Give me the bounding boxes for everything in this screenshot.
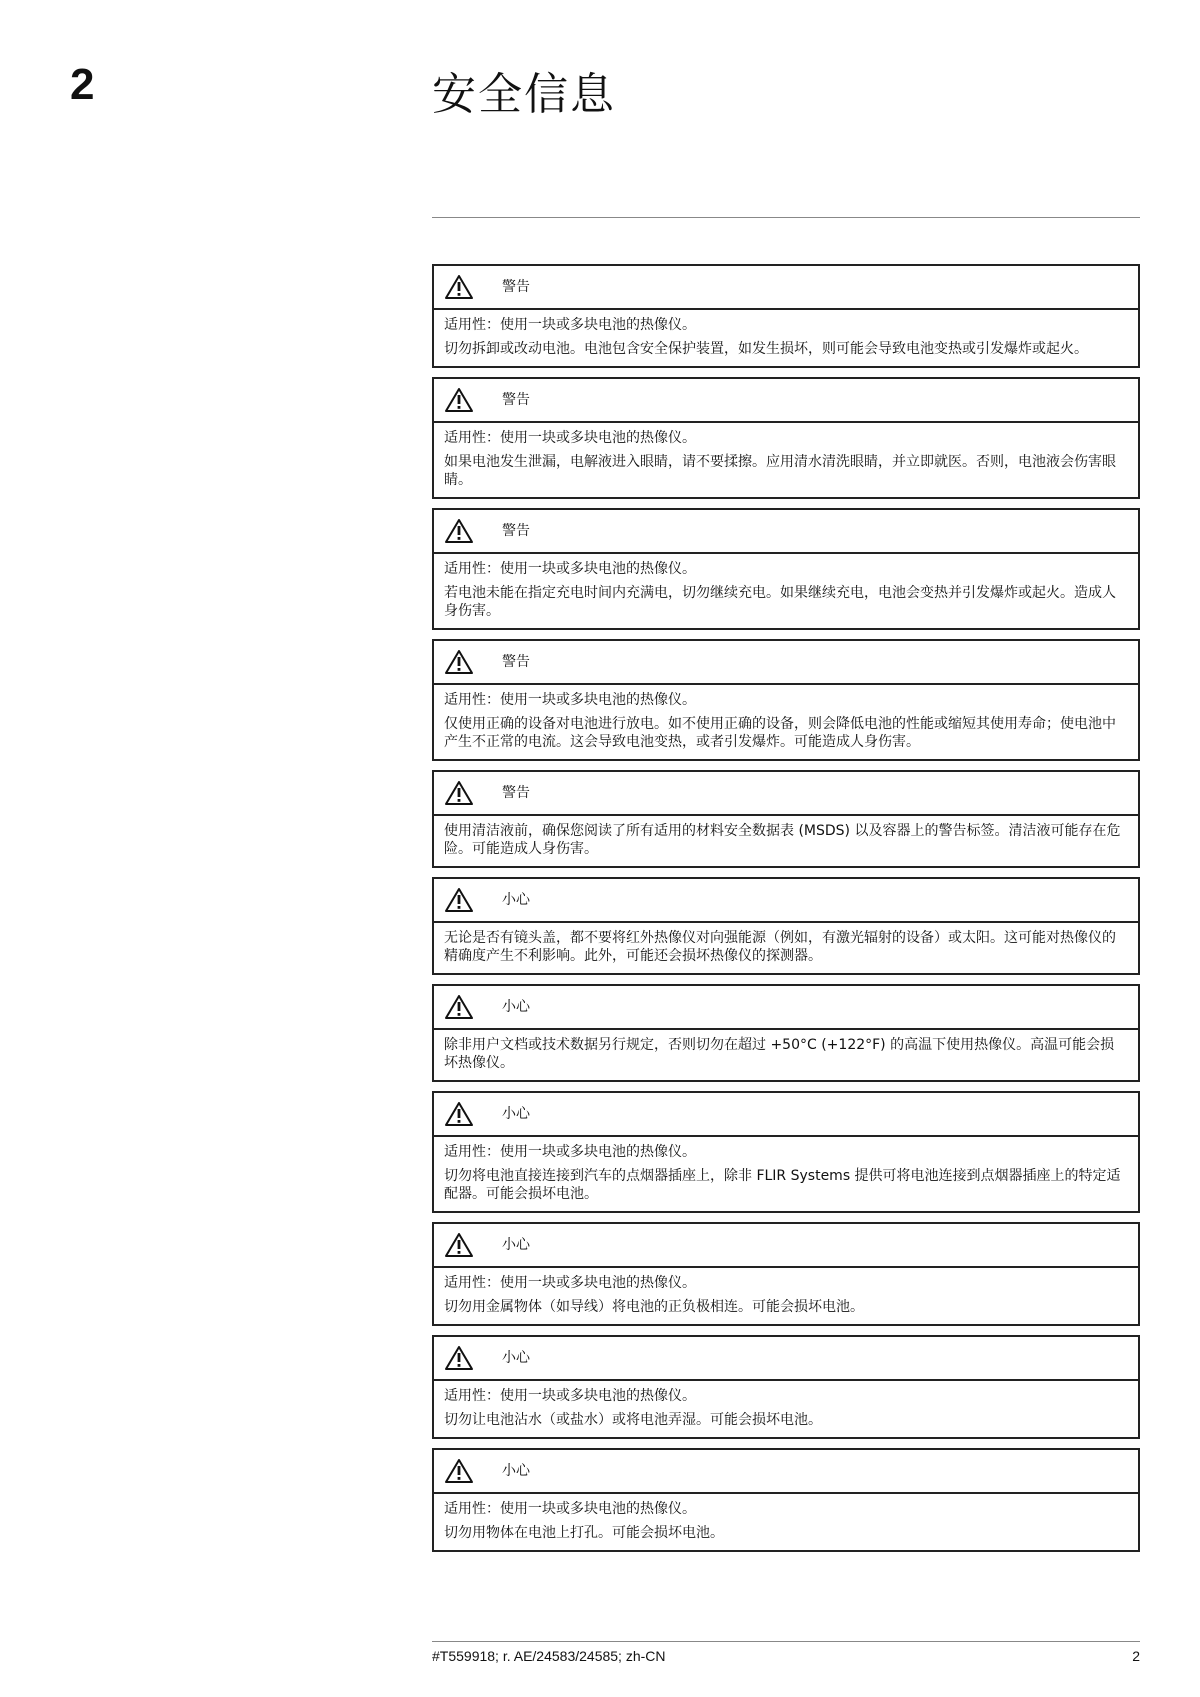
caution-notice [432,1335,1140,1439]
notice-applicability: 适用性：使用一块或多块电池的热像仪。 [444,430,696,446]
notice-text: 除非用户文档或技术数据另行规定，否则切勿在超过 +50°C (+122°F) 的高温下使用热像仪。高温可能会损坏热像仪。 [444,1037,1115,1071]
notice-applicability: 适用性：使用一块或多块电池的热像仪。 [444,692,696,708]
notice-text: 如果电池发生泄漏，电解液进入眼睛，请不要揉擦。应用清水清洗眼睛，并立即就医。否则，电池液会伤害眼睛。 [444,454,1116,488]
notice-label: 小心 [502,1106,530,1122]
caution-notice [432,984,1140,1082]
notice-label: 警告 [502,785,530,801]
notice-header [434,772,1138,816]
notice-body [434,1381,1138,1437]
warning-triangle-icon [444,649,474,675]
notice-header [434,266,1138,310]
notice-label: 小心 [502,1350,530,1366]
header-divider [432,217,1140,218]
notice-body [434,923,1138,973]
warning-triangle-icon [444,1101,474,1127]
notice-body [434,1494,1138,1550]
warning-notice [432,508,1140,630]
notice-applicability: 适用性：使用一块或多块电池的热像仪。 [444,1144,696,1160]
notice-text: 无论是否有镜头盖，都不要将红外热像仪对向强能源（例如，有激光辐射的设备）或太阳。这可能对热像仪的精确度产生不利影响。此外，可能还会损坏热像仪的探测器。 [444,930,1116,964]
notice-body [434,816,1138,866]
notice-text: 仅使用正确的设备对电池进行放电。如不使用正确的设备，则会降低电池的性能或缩短其使用寿命；使电池中产生不正常的电流。这会导致电池变热，或者引发爆炸。可能造成人身伤害。 [444,716,1116,750]
warning-notice [432,639,1140,761]
notice-label: 警告 [502,654,530,670]
chapter-number: 2 [70,60,95,109]
warning-triangle-icon [444,780,474,806]
notice-applicability: 适用性：使用一块或多块电池的热像仪。 [444,1388,696,1404]
footer-divider [432,1641,1140,1642]
caution-notice [432,1091,1140,1213]
notice-applicability: 适用性：使用一块或多块电池的热像仪。 [444,1275,696,1291]
caution-notice [432,1222,1140,1326]
notice-label: 小心 [502,892,530,908]
warning-triangle-icon [444,1345,474,1371]
notice-body [434,685,1138,759]
notice-header [434,379,1138,423]
page-number: 2 [1132,1648,1140,1664]
warning-triangle-icon [444,274,474,300]
notice-label: 小心 [502,1237,530,1253]
document-reference: #T559918; r. AE/24583/24585; zh-CN [432,1648,666,1664]
notice-body [434,1268,1138,1324]
notice-text: 切勿用金属物体（如导线）将电池的正负极相连。可能会损坏电池。 [444,1299,864,1315]
notice-body [434,1137,1138,1211]
warning-triangle-icon [444,994,474,1020]
notice-header [434,641,1138,685]
notice-label: 小心 [502,999,530,1015]
chapter-title: 安全信息 [432,69,616,120]
warning-triangle-icon [444,387,474,413]
caution-notice [432,877,1140,975]
warning-triangle-icon [444,518,474,544]
notice-label: 警告 [502,279,530,295]
notice-body [434,423,1138,497]
notice-text: 切勿将电池直接连接到汽车的点烟器插座上，除非 FLIR Systems 提供可将电池连接到点烟器插座上的特定适配器。可能会损坏电池。 [444,1168,1121,1202]
notice-applicability: 适用性：使用一块或多块电池的热像仪。 [444,1501,696,1517]
caution-notice [432,1448,1140,1552]
notice-header [434,1093,1138,1137]
notice-header [434,879,1138,923]
notice-header [434,1450,1138,1494]
notice-body [434,554,1138,628]
notice-applicability: 适用性：使用一块或多块电池的热像仪。 [444,561,696,577]
warning-triangle-icon [444,1458,474,1484]
notice-text: 使用清洁液前，确保您阅读了所有适用的材料安全数据表 (MSDS) 以及容器上的警告标签。清洁液可能存在危险。可能造成人身伤害。 [444,823,1121,857]
notice-header [434,986,1138,1030]
notice-text: 切勿让电池沾水（或盐水）或将电池弄湿。可能会损坏电池。 [444,1412,822,1428]
notice-text: 若电池未能在指定充电时间内充满电，切勿继续充电。如果继续充电，电池会变热并引发爆炸或起火。造成人身伤害。 [444,585,1116,619]
notice-header [434,1224,1138,1268]
warning-triangle-icon [444,887,474,913]
warning-notice [432,377,1140,499]
notice-label: 警告 [502,523,530,539]
notice-text: 切勿拆卸或改动电池。电池包含安全保护装置，如发生损坏，则可能会导致电池变热或引发爆炸或起火。 [444,341,1088,357]
notice-body [434,1030,1138,1080]
notice-header [434,1337,1138,1381]
notice-label: 小心 [502,1463,530,1479]
notice-label: 警告 [502,392,530,408]
warning-triangle-icon [444,1232,474,1258]
warning-notice [432,770,1140,868]
notice-text: 切勿用物体在电池上打孔。可能会损坏电池。 [444,1525,724,1541]
notice-list [432,264,1140,1561]
notice-applicability: 适用性：使用一块或多块电池的热像仪。 [444,317,696,333]
warning-notice [432,264,1140,368]
notice-header [434,510,1138,554]
notice-body [434,310,1138,366]
